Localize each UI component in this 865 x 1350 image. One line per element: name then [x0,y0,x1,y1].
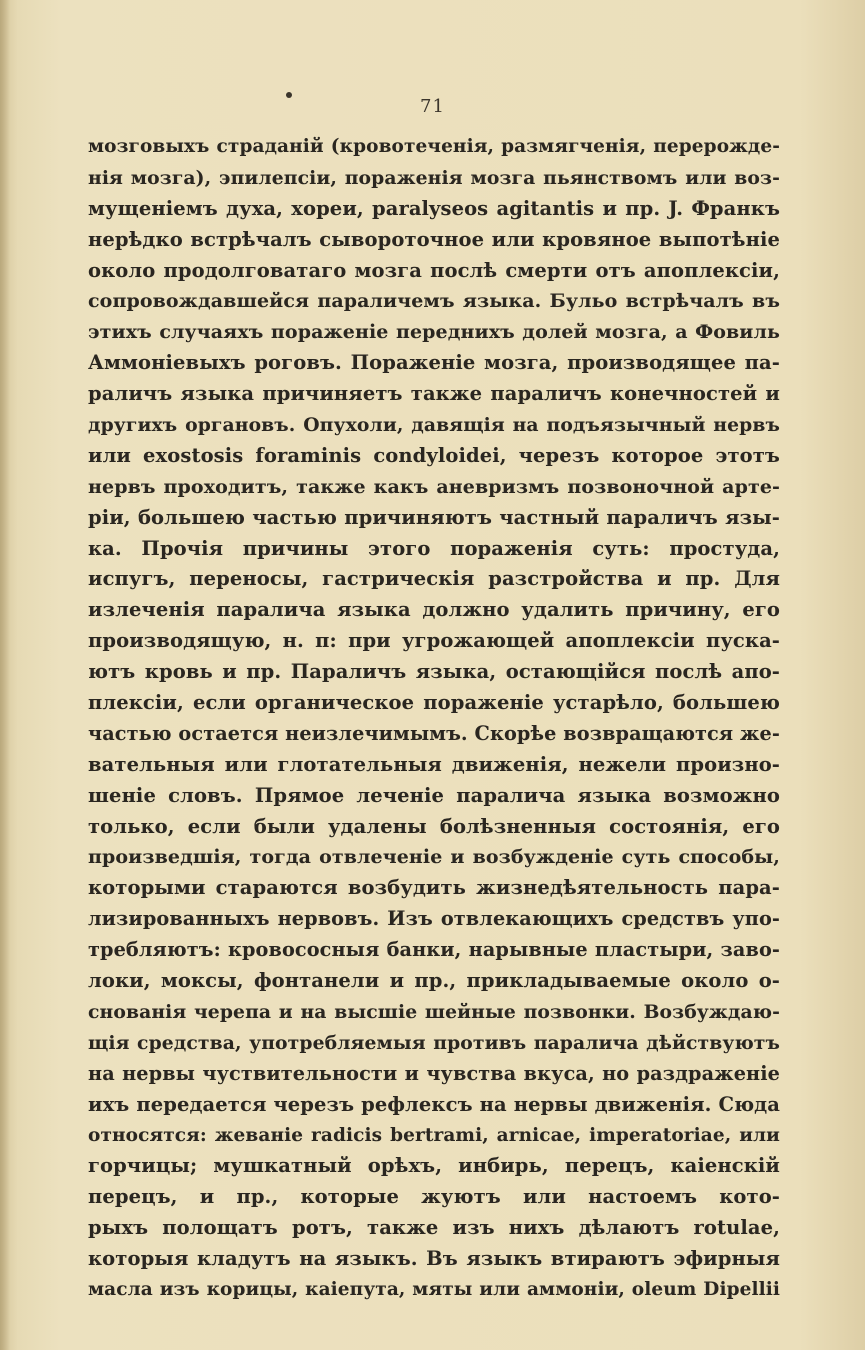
text-line: Аммоніевыхъ роговъ. Пораженіе мозга, производящее па- [88,351,780,375]
text-line: шеніе словъ. Прямое леченіе паралича языка возможно [88,783,780,807]
text-line: перецъ, и пр., которые жуютъ или настоемъ кото- [88,1185,780,1209]
text-line: испугъ, переносы, гастрическія разстройства и пр. Для [88,567,780,591]
text-line: сопровождавшейся параличемъ языка. Бульо встрѣчалъ въ [88,290,780,313]
text-line: мущеніемъ духа, хореи, paralyseos agitantis и пр. J. Франкъ [88,196,780,220]
text-line: вательныя или глотательныя движенія, нежели произно- [88,752,780,776]
text-line: требляютъ: кровососныя банки, нарывные пластыри, заво- [88,938,780,962]
text-line: только, если были удалены болѣзненныя состоянія, его [88,814,780,838]
text-line: или exostosis foraminis condyloidei, черезъ которое этотъ [88,443,780,467]
text-line: рыхъ полощатъ ротъ, также изъ нихъ дѣлаютъ rotulae, [88,1216,780,1240]
text-line: нервъ проходитъ, также какъ аневризмъ позвоночной арте- [88,475,780,498]
text-line: произведшія, тогда отвлеченіе и возбужденіе суть способы, [88,846,780,869]
text-line: ютъ кровь и пр. Параличъ языка, остающійся послѣ апо- [88,660,780,684]
page-gutter-shadow [0,0,10,1350]
text-line: производящую, н. п: при угрожающей апоплексіи пуска- [88,629,780,653]
text-line: щія средства, употребляемыя противъ паралича дѣйствуютъ [88,1031,780,1054]
text-line: раличъ языка причиняетъ также параличъ конечностей и [88,382,780,406]
text-line: ихъ передается черезъ рефлексъ на нервы движенія. Сюда [88,1092,780,1116]
text-line: нія мозга), эпилепсіи, пораженія мозга пьянствомъ или воз- [88,166,780,189]
text-line: около продолговатаго мозга послѣ смерти отъ апоплексіи, [88,258,780,282]
text-line: локи, моксы, фонтанели и пр., прикладываемые около о- [88,969,780,993]
text-line: нерѣдко встрѣчалъ сывороточное или кровяное выпотѣніе [88,227,780,251]
text-line: излеченія паралича языка должно удалить причину, его [88,598,780,622]
text-line: снованія черепа и на высшіе шейные позвонки. Возбуждаю- [88,1000,780,1023]
text-line: частью остается неизлечимымъ. Скорѣе возвращаются же- [88,721,780,745]
text-line: относятся: жеваніе radicis bertrami, arnicae, imperatoriae, или [88,1124,780,1146]
text-line: которыми стараются возбудить жизнедѣятельность пара- [88,876,780,900]
text-line: плексіи, если органическое пораженіе устарѣло, большею [88,691,780,715]
text-line: этихъ случаяхъ пораженіе переднихъ долей мозга, а Фовиль [88,321,780,344]
text-line: ка. Прочія причины этого пораженія суть: простуда, [88,536,780,560]
text-line: горчицы; мушкатный орѣхъ, инбирь, перецъ, каіенскій [88,1154,780,1178]
text-line: лизированныхъ нервовъ. Изъ отвлекающихъ средствъ упо- [88,907,780,931]
text-line: которыя кладутъ на языкъ. Въ языкъ втираютъ эфирныя [88,1247,780,1271]
text-line: ріи, большею частью причиняютъ частный параличъ язы- [88,505,780,529]
body-text [88,132,780,1306]
page-number: 71 [420,96,445,117]
text-line: другихъ органовъ. Опухоли, давящія на подъязычный нервъ [88,414,780,437]
text-line: мозговыхъ страданій (кровотеченія, размягченія, перерожде- [88,136,780,157]
text-line: масла изъ корицы, каіепута, мяты или аммоніи, oleum Dipellii [88,1278,780,1300]
text-line: на нервы чуствительности и чувства вкуса, но раздраженіе [88,1061,780,1085]
